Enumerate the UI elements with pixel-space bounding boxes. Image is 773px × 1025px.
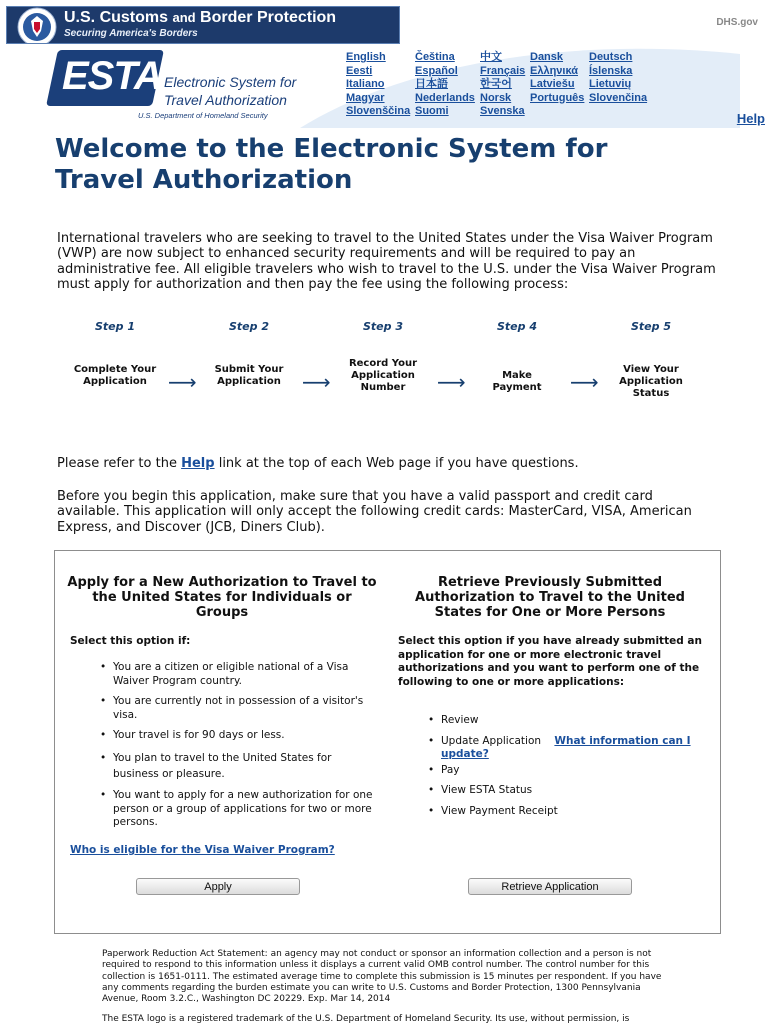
cbp-banner xyxy=(6,6,400,44)
step-3 xyxy=(328,320,438,393)
step-label: Step 1 xyxy=(95,320,135,333)
esta-logo-word: ESTA xyxy=(62,54,162,98)
esta-logo-dept: U.S. Department of Homeland Security xyxy=(138,111,268,120)
list-item: • Your travel is for 90 days or less. xyxy=(113,729,377,743)
step-text: View Your Application Status xyxy=(619,364,683,399)
list-item: • Review xyxy=(441,714,711,728)
lang-link[interactable]: English xyxy=(346,51,386,63)
paperwork-reduction-statement: Paperwork Reduction Act Statement: an agency may not conduct or sponsor an information collection and a person is not required to respond to this information unless it displays a current valid OMB control number. The control number for this collection is 1651-0111. The estimated average time to complete this submission is 15 minutes per respondent. If you have any comments regarding the burden estimate you can write to U.S. Customs and Border Protection, 1300 Pennsylvania Avenue, Room 3.2.C., Washington DC 20229. Exp. Mar 14, 2014 xyxy=(102,949,662,1005)
arrow-right-icon: ⟶ xyxy=(302,370,331,394)
update-info-link[interactable]: What information can I update? xyxy=(441,734,691,761)
retrieve-actions-list xyxy=(395,714,711,819)
lang-link[interactable]: Slovenščina xyxy=(346,105,411,117)
lang-link[interactable]: Español xyxy=(415,64,458,77)
step-text: Make Payment xyxy=(492,370,542,393)
list-item: • You want to apply for a new authorization for one person or a group of applications for two or more persons. xyxy=(113,789,377,830)
lang-link[interactable]: Français xyxy=(480,64,526,77)
list-item: • You are currently not in possession of a visitor's visa. xyxy=(113,695,377,722)
new-authorization-title: Apply for a New Authorization to Travel to the United States for Individuals or Groups xyxy=(67,575,377,621)
lang-link[interactable]: Svenska xyxy=(480,105,525,117)
apply-button[interactable]: Apply xyxy=(136,878,300,895)
vwp-eligibility-link[interactable]: Who is eligible for the Visa Waiver Program? xyxy=(70,844,335,856)
arrow-right-icon: ⟶ xyxy=(437,370,466,394)
dhs-seal-icon xyxy=(13,7,65,44)
lang-link[interactable]: 日本語 xyxy=(415,78,448,90)
step-5 xyxy=(596,320,706,399)
list-item: • You plan to travel to the United States for business or pleasure. xyxy=(113,750,377,782)
retrieve-select-label: Select this option if you have already submitted an application for one or more electronic travel authorizations and you want to perform one of the following to one or more applications: xyxy=(398,635,702,688)
retrieve-application-button[interactable]: Retrieve Application xyxy=(468,878,632,895)
step-label: Step 4 xyxy=(497,320,537,333)
lang-link[interactable]: Eesti xyxy=(346,64,373,77)
esta-logo-line2: Travel Authorization xyxy=(164,92,287,108)
page-title: Welcome to the Electronic System for Travel Authorization xyxy=(55,134,608,195)
lang-link[interactable]: Ελληνικά xyxy=(530,64,578,77)
step-4 xyxy=(462,320,572,393)
list-item: • View Payment Receipt xyxy=(441,805,711,819)
agency-title: U.S. Customs and Border Protection xyxy=(64,9,337,26)
step-label: Step 3 xyxy=(363,320,403,333)
step-text: Complete Your Application xyxy=(73,364,157,387)
process-steps xyxy=(60,320,730,420)
step-text: Record Your Application Number xyxy=(348,358,418,393)
esta-logo-line1: Electronic System for xyxy=(164,74,297,90)
help-reference-text: Please refer to the Help link at the top of each Web page if you have questions. xyxy=(57,456,579,471)
lang-link[interactable]: Norsk xyxy=(480,91,512,104)
lang-link[interactable]: Nederlands xyxy=(415,91,475,104)
trademark-notice: The ESTA logo is a registered trademark of the U.S. Department of Homeland Security. Its use, without permission, is xyxy=(102,1014,630,1024)
lang-link[interactable]: Dansk xyxy=(530,51,564,63)
list-item: • Update Application What information can I update? xyxy=(441,735,711,762)
list-item: • View ESTA Status xyxy=(441,784,711,798)
lang-link[interactable]: Slovenčina xyxy=(589,91,648,104)
agency-tagline: Securing America's Borders xyxy=(64,28,198,39)
list-item: • Pay xyxy=(441,764,711,778)
new-authorization-criteria-list xyxy=(67,661,377,830)
arrow-right-icon: ⟶ xyxy=(570,370,599,394)
step-text: Submit Your Application xyxy=(214,364,284,387)
step-label: Step 5 xyxy=(631,320,671,333)
lang-link[interactable]: Deutsch xyxy=(589,51,633,63)
application-options-panel xyxy=(54,550,721,934)
intro-text: International travelers who are seeking to travel to the United States under the Visa Waiver Program (VWP) are now subject to enhanced security requirements and will be required to pay an administrative fee. All eligible travelers who wish to travel to the U.S. under the Visa Waiver Program must apply for authorization and then pay the fee using the following process: xyxy=(57,231,716,292)
language-selector xyxy=(346,51,659,119)
lang-link[interactable]: 中文 xyxy=(480,51,502,63)
help-link[interactable]: Help xyxy=(736,111,765,126)
esta-logo xyxy=(52,46,302,126)
lang-link[interactable]: Lietuvių xyxy=(589,78,632,90)
lang-link[interactable]: Italiano xyxy=(346,78,385,90)
lang-link[interactable]: Magyar xyxy=(346,91,385,104)
new-authorization-select-label: Select this option if: xyxy=(70,635,191,647)
dhs-gov-link[interactable]: DHS.gov xyxy=(716,17,758,28)
lang-link[interactable]: Latviešu xyxy=(530,78,575,90)
lang-link[interactable]: Suomi xyxy=(415,105,449,117)
lang-link[interactable]: Português xyxy=(530,91,585,104)
lang-link[interactable]: Íslenska xyxy=(589,64,633,77)
retrieve-application-title: Retrieve Previously Submitted Authorization to Travel to the United States for One or More Persons xyxy=(415,575,685,621)
before-you-begin-text: Before you begin this application, make sure that you have a valid passport and credit card available. This application will only accept the following credit cards: MasterCard, VISA, American Express, and Discover (JCB, Diners Club). xyxy=(57,489,692,535)
step-2 xyxy=(194,320,304,387)
arrow-right-icon: ⟶ xyxy=(168,370,197,394)
list-item: • You are a citizen or eligible national of a Visa Waiver Program country. xyxy=(113,661,377,688)
lang-link[interactable]: Čeština xyxy=(415,51,455,63)
lang-link[interactable]: 한국어 xyxy=(480,78,512,90)
step-label: Step 2 xyxy=(229,320,269,333)
step-1 xyxy=(60,320,170,387)
help-inline-link[interactable]: Help xyxy=(181,456,215,471)
